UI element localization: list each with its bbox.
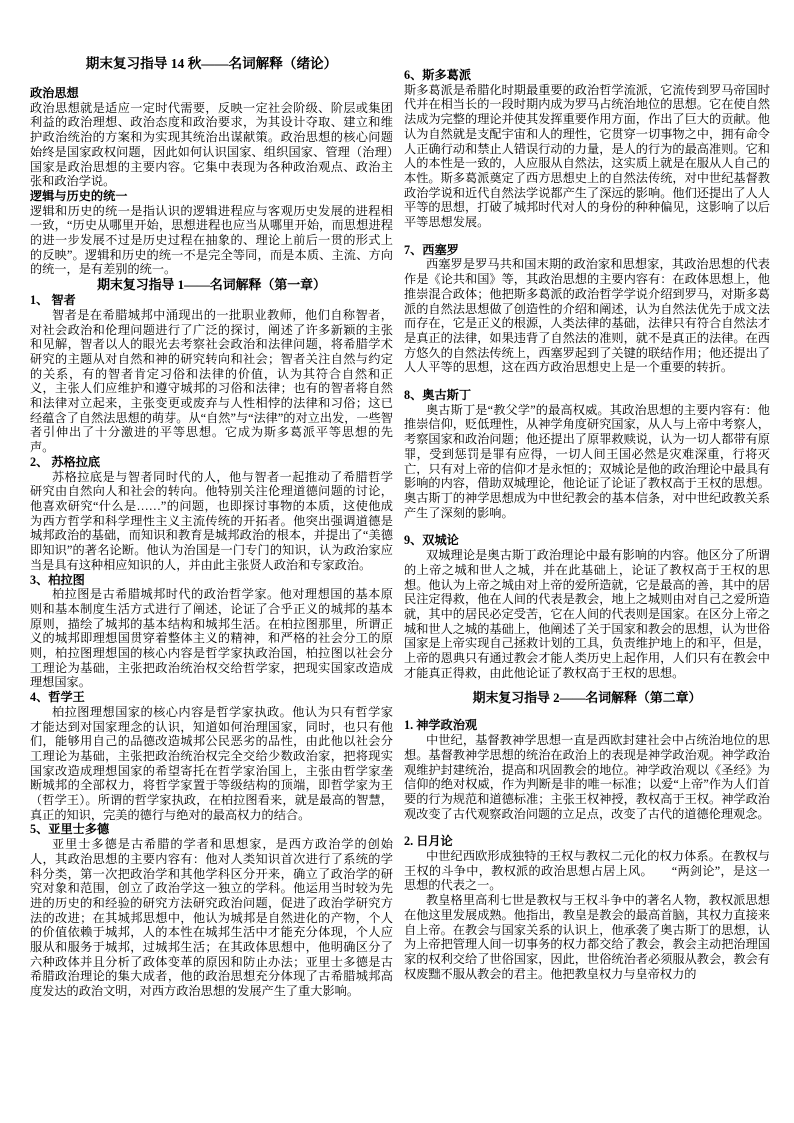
section-body: 中世纪西欧形成独特的王权与教权二元化的权力体系。在教权与王权的斗争中，教权派的政治思想占居上风。 “两剑论”，是这一思想的代表之一。 bbox=[404, 849, 770, 893]
section-sophists bbox=[30, 293, 393, 455]
section-heading: 3、柏拉图 bbox=[30, 572, 85, 587]
section-heading: 6、斯多葛派 bbox=[404, 68, 472, 82]
section-aristotle bbox=[30, 822, 393, 998]
section-socrates bbox=[30, 455, 393, 573]
section-heading: 9、双城论 bbox=[404, 533, 459, 548]
section-heading: 1、 智者 bbox=[30, 293, 76, 308]
section-sun-moon-theory bbox=[404, 834, 770, 981]
section-heading: 2、 苏格拉底 bbox=[30, 454, 101, 469]
section-heading: 8、奥古斯丁 bbox=[404, 388, 472, 403]
section-cicero bbox=[404, 243, 770, 375]
section-heading: 政治思想 bbox=[30, 86, 79, 100]
section-heading: 4、哲学王 bbox=[30, 690, 85, 705]
section-body: 中世纪，基督教神学思想一直是西欧封建社会中占统治地位的思想。基督教神学思想的统治在政治上的表现是神学政治观。神学政治观维护封建统治，提高和巩固教会的地位。神学政治观以《圣经》为信仰的绝对权威，作为判断是非的唯一标准；以爱“上帝”作为人们首要的行为规范和道德标准；主张王权神授，教权高于王权。神学政治观改变了古代观察政治问题的立足点，改变了古代的道德伦理观念。 bbox=[404, 733, 770, 821]
section-stoics bbox=[404, 68, 770, 230]
section-theological-political-view bbox=[404, 718, 770, 821]
section-body: 亚里士多德是古希腊的学者和思想家，是西方政治学的创始人，其政治思想的主要内容有：他对人类知识首次进行了系统的学科分类，第一次把政治学和其他学科区分开来，确立了政治学的研究对象和范围，创立了政治学这一独立的学科。他运用当时较为先进的历史的和经验的研究方法研究政治问题，促进了政治学研究方法的改进；在其城邦思想中，他认为城邦是自然进化的产物，个人的价值依赖于城邦，人的本性在城邦生活中才能充分体现，个人应服从和服务于城邦，过城邦生活；在其政体思想中，他明确区分了六种政体并且分析了政体变革的原因和防止办法；亚里士多德是古希腊政治理论的集大成者，他的政治思想充分体现了古希腊城邦高度发达的政治文明，对西方政治思想的发展产生了重大影响。 bbox=[30, 837, 393, 999]
chapter-subtitle-2: 期末复习指导 2——名词解释（第二章） bbox=[472, 691, 702, 706]
section-heading: 5、亚里士多德 bbox=[30, 822, 110, 837]
section-body: 西塞罗是罗马共和国末期的政治家和思想家，其政治思想的代表作是《论共和国》等，其政治思想的主要内容有：在政体思想上，他推崇混合政体；他把斯多葛派的政治哲学学说介绍到罗马，对斯多葛派的自然法思想做了创造性的介绍和阐述，认为自然法优先于成文法而存在，它是正义的根源，人类法律的基础，法律只有符合自然法才是真正的法律，如果违背了自然法的准则，就不是真正的法律。在西方悠久的自然法传统上，西塞罗起到了关键的联结作用；他还提出了人人平等的思想，这在西方政治思想史上是一个重要的转折。 bbox=[404, 257, 770, 375]
section-plato bbox=[30, 573, 393, 691]
section-heading: 1. 神学政治观 bbox=[404, 718, 478, 733]
section-body: 奥古斯丁是“教父学”的最高权威。其政治思想的主要内容有：他推崇信仰，贬低理性，从神学角度研究国家，从人与上帝中考察人，考察国家和政治问题；他还提出了原罪救赎说，认为一切人都带有原罪，受到惩罚是罪有应得，一切人间王国必然是灾难深重，行将灭亡，只有对上帝的信仰才是永恒的；双城论是他的政治理论中最具有影响的内容，借助双城理论，他论证了论证了教权高于王权的思想。奥古斯丁的神学思想成为中世纪教会的基本信条，对中世纪政教关系产生了深刻的影响。 bbox=[404, 402, 770, 520]
section-body: 政治思想就是适应一定时代需要，反映一定社会阶级、阶层或集团利益的政治理想、政治态度和政治要求，为其设计夺取、建立和维护政治统治的方案和为实现其统治出谋献策。政治思想的核心问题始终是国家政权问题，因此如何认识国家、组织国家、管理（治理）国家是政治思想的主要内容。它集中表现为各种政治观点、政治主张和政治学说。 bbox=[30, 100, 393, 189]
section-logic-history-unity bbox=[30, 189, 393, 277]
left-column bbox=[30, 55, 393, 999]
section-heading: 2. 日月论 bbox=[404, 834, 453, 849]
section-body: 柏拉图是古希腊城邦时代的政治哲学家。他对理想国的基本原则和基本制度生活方式进行了阐述，论证了合乎正义的城邦的基本原则，描绘了城邦的基本结构和城邦生活。在柏拉图那里，所谓正义的城邦即理想国贯穿着整体主义的精神，和严格的社会分工的原则，柏拉图理想国的核心内容是哲学家执政治国，柏拉图以社会分工理论为基础，主张把政治统治权交给哲学家，把现实国家改造成理想国家。 bbox=[30, 587, 393, 690]
section-augustine bbox=[404, 388, 770, 520]
section-two-cities bbox=[404, 533, 770, 680]
chapter-subtitle-1: 期末复习指导 1——名词解释（第一章） bbox=[97, 278, 326, 293]
section-heading: 逻辑与历史的统一 bbox=[30, 188, 128, 203]
document-title: 期末复习指导 14 秋——名词解释（绪论） bbox=[85, 56, 338, 71]
section-body: 双城理论是奥古斯丁政治理论中最有影响的内容。他区分了所谓的上帝之城和世人之城，并在此基础上，论证了教权高于王权的思想。他认为上帝之城由对上帝的爱所造就，它是最高的善，其中的居民注定得救，他在人间的代表是教会，地上之城则由对自己之爱所造就，其中的居民必定受苦，它在人间的代表则是国家。在区分上帝之城和世人之城的基础上，他阐述了关于国家和教会的思想，认为世俗国家是上帝实现自己拯救计划的工具，负责维护地上的和平，但是，上帝的恩典只有通过教会才能人类历史上起作用，人们只有在教会中才能真正得救，由此他论证了教权高于王权的思想。 bbox=[404, 548, 770, 680]
section-body: 斯多葛派是希腊化时期最重要的政治哲学流派，它流传到罗马帝国时代并在相当长的一段时期内成为罗马占统治地位的思想。它在使自然法成为完整的理论并使其发挥重要作用方面，作出了巨大的贡献。他认为自然就是支配宇宙和人的理性，它贯穿一切事物之中，拥有命令人正确行动和禁止人错误行动的力量，是人的行为的最高准则。它和人的本性是一致的，人应服从自然法，这实质上就是在服从人自己的本性。斯多葛派奠定了西方思想史上的自然法传统，对中世纪基督教政治学说和近代自然法学说都产生了深远的影响。他们还提出了人人平等的思想，打破了城邦时代对人的身份的种种偏见，这影响了以后平等思想发展。 bbox=[404, 82, 770, 230]
section-political-thought bbox=[30, 86, 393, 189]
section-body: 柏拉图理想国家的核心内容是哲学家执政。他认为只有哲学家才能达到对国家理念的认识，知道如何治理国家，同时，也只有他们，能够用自己的品德改造城邦公民恶劣的品性，由此他以社会分工理论为基础，主张把政治统治权完全交给少数政治家，把将现实国家改造成理想国家的希望寄托在哲学家治国上，主张由哲学家垄断城邦的全部权力，将哲学家置于等级结构的顶端，即哲学家为王（哲学王）。所谓的哲学家执政，在柏拉图看来，就是最高的智慧，真正的知识，完美的德行与绝对的最高权力的结合。 bbox=[30, 704, 393, 822]
section-body-2: 教皇格里高利七世是教权与王权斗争中的著名人物，教权派思想在他这里发展成熟。他指出，教皇是教会的最高首脑，其权力直接来自上帝。在教会与国家关系的认识上，他承袭了奥古斯丁的思想，认为上帝把管理人间一切事务的权力都交给了教会，教会主动把治理国家的权利交给了世俗国家，因此，世俗统治者必须服从教会，教会有权废黜不服从教会的君主。他把教皇权力与皇帝权力的 bbox=[404, 893, 770, 981]
right-column bbox=[404, 68, 770, 981]
section-heading: 7、西塞罗 bbox=[404, 242, 459, 257]
section-philosopher-king bbox=[30, 690, 393, 822]
section-body: 逻辑和历史的统一是指认识的逻辑进程应与客观历史发展的进程相一致，“历史从哪里开始，思想进程也应当从哪里开始，而思想进程的进一步发展不过是历史过程在抽象的、理论上前后一贯的形式上的反映”。逻辑和历史的统一不是完全等同，而是本质、主流、方向的统一，是有差别的统一。 bbox=[30, 203, 393, 277]
section-body: 智者是在希腊城邦中涌现出的一批职业教师，他们自称智者，对社会政治和伦理问题进行了广泛的探讨，阐述了许多新颖的主张和见解，智者以人的眼光去考察社会政治和法律问题，将希腊学术研究的主题从对自然和神的研究转向和社会；智者关注自然与约定的关系，有的智者肯定习俗和法律的价值，认为其符合自然和正义，主张人们应维护和遵守城邦的习俗和法律；也有的智者将自然和法律对立起来，主张变更或废弃与人性相悖的法律和习俗；这已经蕴含了自然法思想的萌芽。从“自然”与“法律”的对立出发，一些智者引伸出了十分激进的平等思想。它成为斯多葛派平等思想的先声。 bbox=[30, 307, 393, 455]
section-body: 苏格拉底是与智者同时代的人，他与智者一起推动了希腊哲学研究由自然向人和社会的转向。他特别关注伦理道德问题的讨论，他喜欢研究“什么是……”的问题，也即探讨事物的本质，这使他成为西方哲学和科学理性主义主流传统的开拓者。他突出强调道德是城邦政治的基础，而知识和教育是城邦政治的根本，并提出了“美德即知识”的著名论断。他认为治国是一门专门的知识，认为政治家应当是具有这种相应知识的人，并由此主张贤人政治和专家政治。 bbox=[30, 469, 393, 572]
